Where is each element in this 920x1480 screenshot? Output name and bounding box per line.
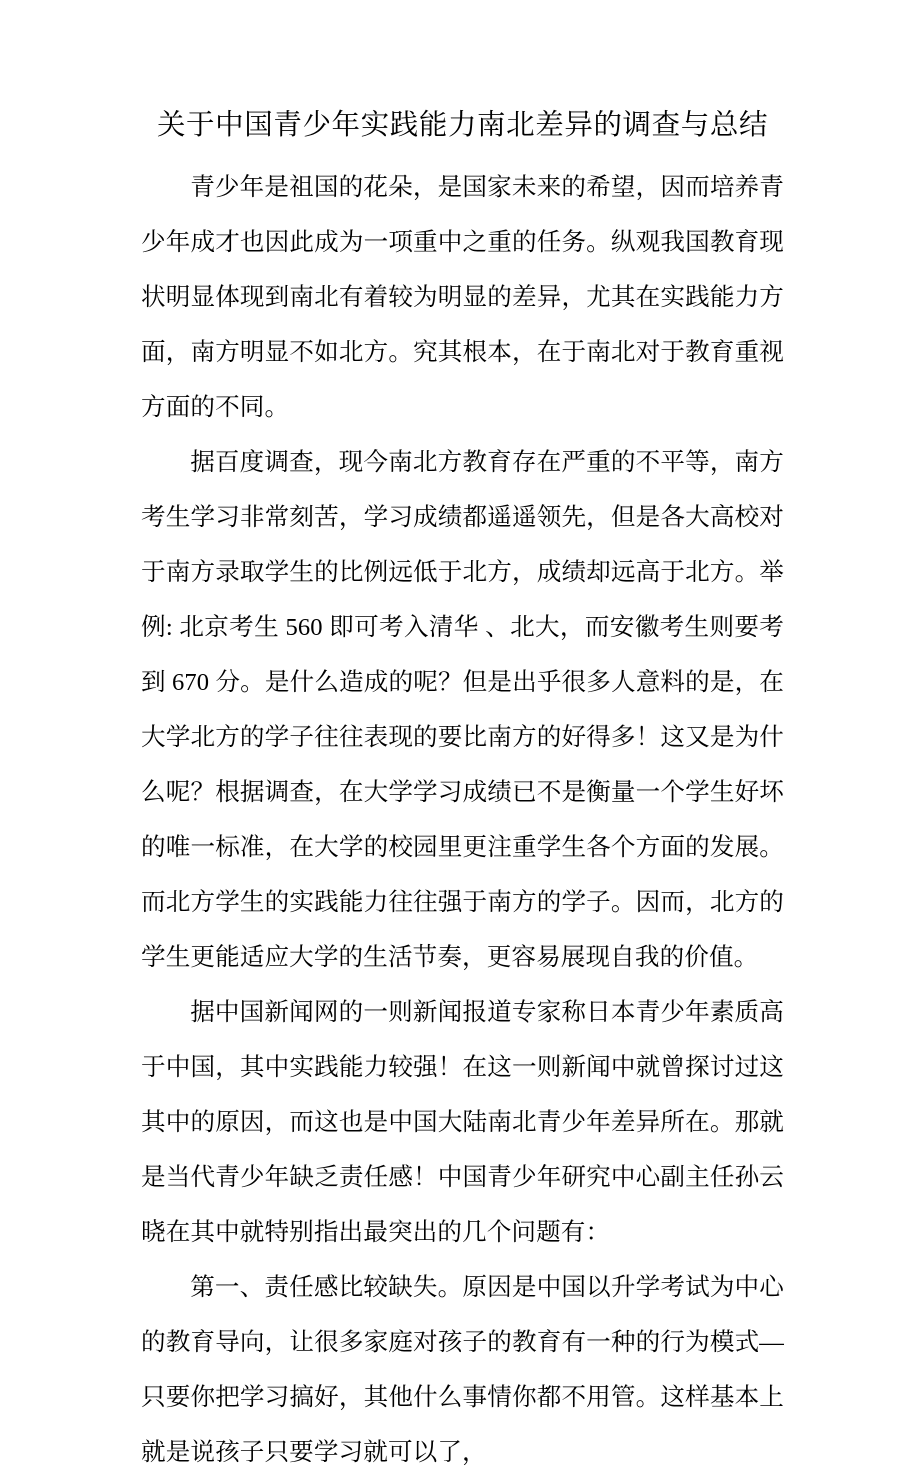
paragraph-2: 据百度调查，现今南北方教育存在严重的不平等，南方考生学习非常刻苦，学习成绩都遥遥领先，但是各大高校对于南方录取学生的比例远低于北方，成绩却远高于北方。举例: 北京考生 560 即可考入清华 、北大，而安徽考生则要考到 670 分。是什么造成的呢？但是出乎很多人意料的是，在大学北方的学子往往表现的要比南方的好得多！这又是为什么呢？根据调查，在大学学习成绩已不是衡量一个学生好坏的唯一标准，在大学的校园里更注重学生各个方面的发展。而北方学生的实践能力往往强于南方的学子。因而，北方的学生更能适应大学的生活节奏，更容易展现自我的价值。 [141,449,784,971]
paragraph-4: 第一、责任感比较缺失。原因是中国以升学考试为中心的教育导向，让很多家庭对孩子的教育有一种的行为模式—只要你把学习搞好，其他什么事情你都不用管。这样基本上就是说孩子只要学习就可以了， [141,1274,784,1466]
page-title: 关于中国青少年实践能力南北差异的调查与总结 [156,110,769,141]
paragraph-1: 青少年是祖国的花朵，是国家未来的希望，因而培养青少年成才也因此成为一项重中之重的任务。纵观我国教育现状明显体现到南北有着较为明显的差异，尤其在实践能力方面，南方明显不如北方。究其根本，在于南北对于教育重视方面的不同。 [141,174,784,421]
paragraph-3: 据中国新闻网的一则新闻报道专家称日本青少年素质高于中国，其中实践能力较强！在这一则新闻中就曾探讨过这其中的原因，而这也是中国大陆南北青少年差异所在。那就是当代青少年缺乏责任感！中国青少年研究中心副主任孙云晓在其中就特别指出最突出的几个问题有： [141,999,784,1246]
document-body [141,160,784,1480]
